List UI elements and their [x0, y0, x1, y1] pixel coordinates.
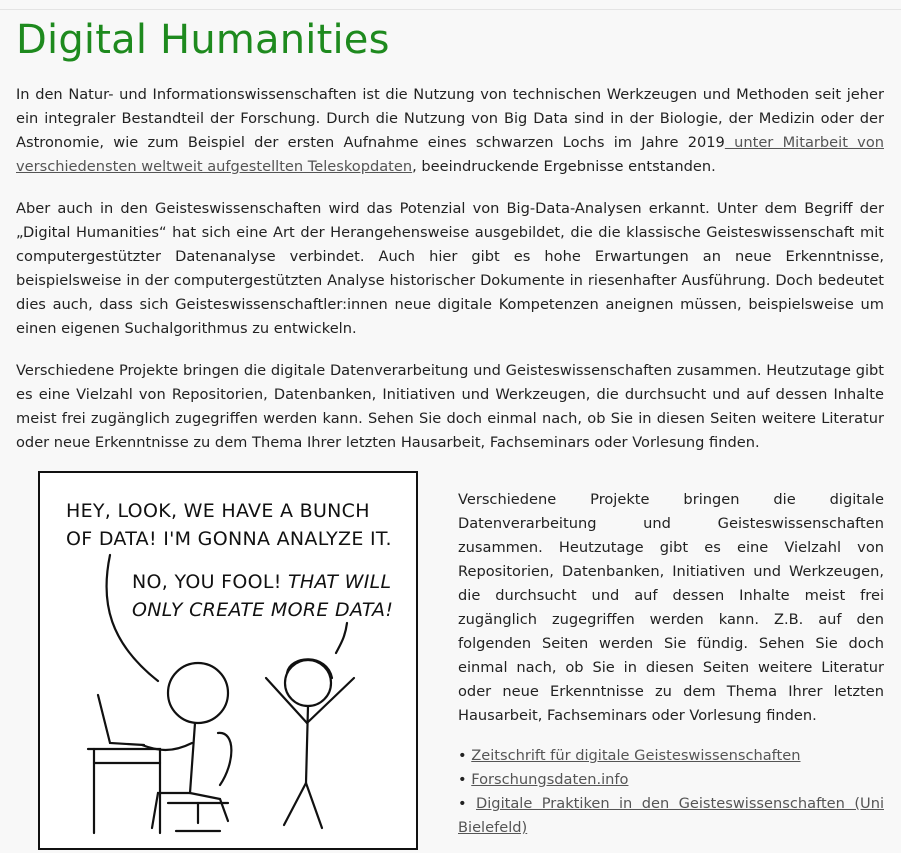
zeitschrift-link[interactable]: Zeitschrift für digitale Geisteswissenschaften	[471, 747, 801, 764]
page-title: Digital Humanities	[16, 17, 390, 63]
top-divider	[0, 9, 901, 10]
forschungsdaten-link[interactable]: Forschungsdaten.info	[471, 771, 629, 788]
comic-text-line2: OF DATA! I'M GONNA ANALYZE IT.	[66, 528, 392, 550]
telescope-data-link[interactable]: unter Mitarbeit von verschiedensten weltweit aufgestellten Teleskopdaten	[16, 134, 884, 175]
list-item	[458, 792, 884, 840]
comic-text-line3	[132, 571, 391, 593]
side-paragraph: Verschiedene Projekte bringen die digitale Datenverarbeitung und Geisteswissenschaften zusammen. Heutzutage gibt es eine Vielzahl von Repositorien, Datenbanken, Initiativen und Werkzeugen, die durchsucht und auf dessen Inhalte meist frei zugänglich zugegriffen werden kann. Z.B. auf den folgenden Seiten werden Sie fündig. Sehen Sie doch einmal nach, ob Sie in diesen Seiten weitere Literatur oder neue Erkenntnisse zu dem Thema Ihrer letzten Hausarbeit, Fachseminars oder Vorlesung finden.	[458, 491, 884, 724]
list-item	[458, 744, 884, 768]
comic-figures	[88, 555, 354, 833]
main-content	[16, 14, 884, 455]
comic-text-line3a: NO, YOU FOOL!	[132, 571, 288, 593]
comic-text-line3b: THAT WILL	[288, 571, 392, 593]
bullet: •	[458, 771, 472, 788]
bullet: •	[458, 747, 472, 764]
comic-drawing	[40, 473, 416, 848]
humanities-paragraph: Aber auch in den Geisteswissenschaften wird das Potenzial von Big-Data-Analysen erkannt. Unter dem Begriff der „Digital Humanities“ hat sich eine Art der Herangehensweise ausgebildet, die die klassische Geisteswissenschaft mit computergestützter Datenanalyse verbindet. Auch hier gibt es hohe Erwartungen an neue Erkenntnisse, beispielsweise in der computergestützten Analyse historischer Dokumente in riesenhafter Ausführung. Doch bedeutet dies auch, dass sich Geisteswissenschaftler:innen neue digitale Kompetenzen aneignen müssen, beispielsweise um einen eigenen Suchalgorithmus zu entwickeln.	[16, 200, 884, 337]
comic-text-line4: ONLY CREATE MORE DATA!	[132, 599, 394, 621]
comic-text-line1: HEY, LOOK, WE HAVE A BUNCH	[66, 500, 370, 522]
intro-paragraph	[16, 83, 884, 179]
projects-paragraph: Verschiedene Projekte bringen die digitale Datenverarbeitung und Geisteswissenschaften zusammen. Heutzutage gibt es eine Vielzahl von Repositorien, Datenbanken, Initiativen und Werkzeugen, die durchsucht und auf dessen Inhalte meist frei zugänglich zugegriffen werden kann. Sehen Sie doch einmal nach, ob Sie in diesen Seiten weitere Literatur oder neue Erkenntnisse zu dem Thema Ihrer letzten Hausarbeit, Fachseminars oder Vorlesung finden.	[16, 362, 884, 451]
intro-text-end: , beeindruckende Ergebnisse entstanden.	[412, 158, 716, 175]
side-column	[458, 488, 884, 840]
xkcd-comic-image	[38, 471, 418, 850]
intro-text-start: In den Natur- und Informationswissenschaften ist die Nutzung von technischen Werkzeugen und Methoden seit jeher ein integraler Bestandteil der Forschung. Durch die Nutzung von Big Data sind in der Biologie, der Medizin oder der Astronomie, wie zum Beispiel der ersten Aufnahme eines schwarzen Lochs im Jahre 2019	[16, 86, 884, 151]
list-item	[458, 768, 884, 792]
digitale-praktiken-link[interactable]: Digitale Praktiken in den Geisteswissenschaften (Uni Bielefeld)	[458, 795, 884, 836]
resource-link-list	[458, 744, 884, 840]
bullet: •	[458, 795, 477, 812]
